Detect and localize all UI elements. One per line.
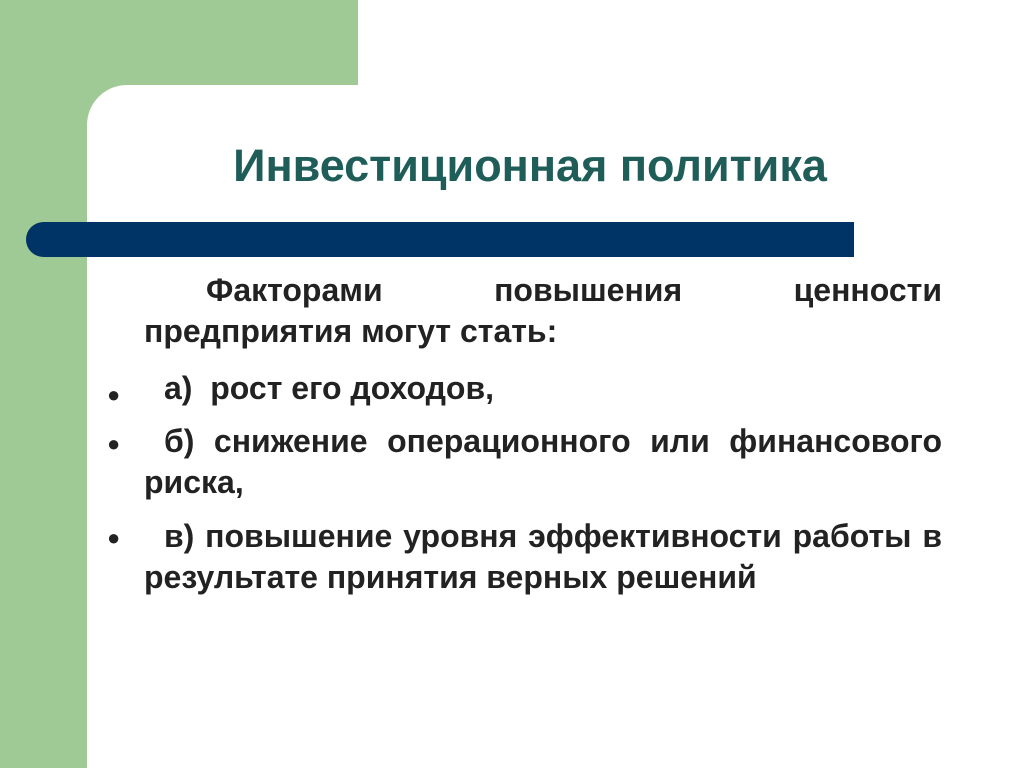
bullet-icon: ● [107,382,121,407]
list-item [144,421,942,503]
list-item [144,516,942,598]
list-item-text: б) снижение операционного или финансового риска, [144,423,942,500]
slide-title: Инвестиционная политика [233,140,827,191]
bullet-icon: ● [107,431,121,456]
intro-paragraph [144,270,942,352]
list-item [144,368,942,409]
list-item-text: в) повышение уровня эффективности работы в результате принятия верных решений [144,518,942,595]
list-item-text: а) рост его доходов, [164,370,495,406]
bullet-icon: ● [107,525,121,550]
title-underline-bar [26,222,854,257]
intro-text: Факторами повышения ценности предприятия могут стать: [144,272,942,349]
